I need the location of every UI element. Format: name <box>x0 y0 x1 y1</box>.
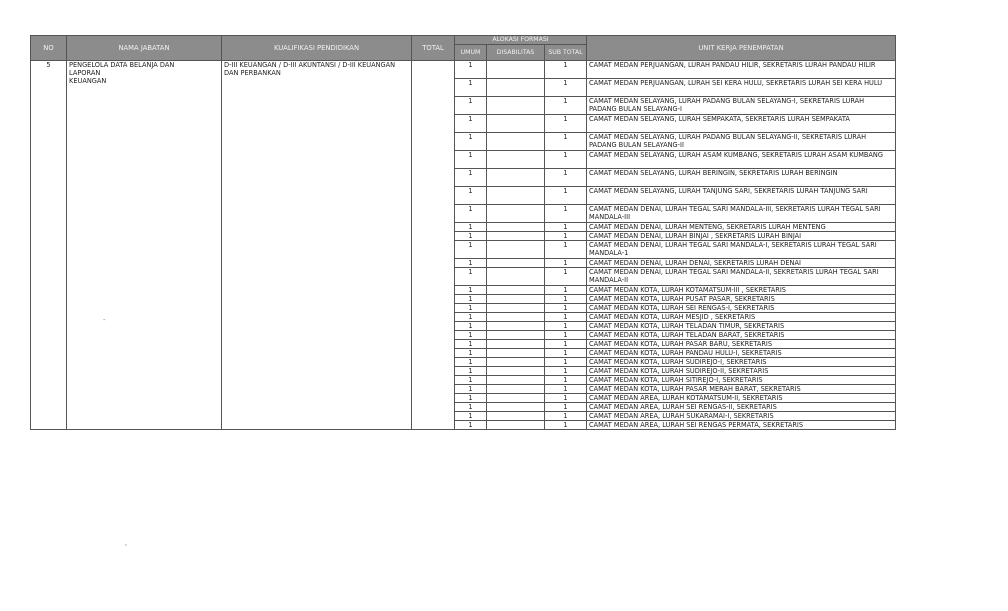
cell-disabilitas <box>487 232 545 241</box>
cell-unit-kerja: CAMAT MEDAN KOTA, LURAH SITIREJO-I, SEKRETARIS <box>587 376 896 385</box>
cell-sub-total: 1 <box>545 286 587 295</box>
cell-unit-kerja: CAMAT MEDAN SELAYANG, LURAH PADANG BULAN SELAYANG-I, SEKRETARIS LURAH PADANG BULAN SELAYANG-I <box>587 97 896 115</box>
cell-unit-kerja: CAMAT MEDAN DENAI, LURAH TEGAL SARI MANDALA-II, SEKRETARIS LURAH TEGAL SARI MANDALA-II <box>587 268 896 286</box>
cell-umum: 1 <box>455 358 487 367</box>
cell-sub-total: 1 <box>545 151 587 169</box>
cell-unit-kerja: CAMAT MEDAN KOTA, LURAH PASAR BARU, SEKRETARIS <box>587 340 896 349</box>
cell-disabilitas <box>487 322 545 331</box>
cell-sub-total: 1 <box>545 295 587 304</box>
cell-sub-total: 1 <box>545 394 587 403</box>
cell-unit-kerja: CAMAT MEDAN AREA, LURAH SEI RENGAS-II, SEKRETARIS <box>587 403 896 412</box>
cell-disabilitas <box>487 331 545 340</box>
cell-disabilitas <box>487 295 545 304</box>
cell-disabilitas <box>487 187 545 205</box>
cell-disabilitas <box>487 313 545 322</box>
header-sub-total: SUB TOTAL <box>545 45 587 61</box>
cell-umum: 1 <box>455 331 487 340</box>
cell-disabilitas <box>487 223 545 232</box>
cell-unit-kerja: CAMAT MEDAN AREA, LURAH KOTAMATSUM-II, SEKRETARIS <box>587 394 896 403</box>
table-body <box>31 61 896 430</box>
cell-disabilitas <box>487 115 545 133</box>
cell-sub-total: 1 <box>545 241 587 259</box>
cell-umum: 1 <box>455 403 487 412</box>
cell-disabilitas <box>487 385 545 394</box>
cell-unit-kerja: CAMAT MEDAN KOTA, LURAH MESJID , SEKRETARIS <box>587 313 896 322</box>
cell-disabilitas <box>487 259 545 268</box>
cell-unit-kerja: CAMAT MEDAN AREA, LURAH SUKARAMAI-I, SEKRETARIS <box>587 412 896 421</box>
cell-sub-total: 1 <box>545 322 587 331</box>
cell-unit-kerja: CAMAT MEDAN DENAI, LURAH MENTENG, SEKRETARIS LURAH MENTENG <box>587 223 896 232</box>
cell-unit-kerja: CAMAT MEDAN KOTA, LURAH SEI RENGAS-I, SEKRETARIS <box>587 304 896 313</box>
cell-disabilitas <box>487 79 545 97</box>
cell-umum: 1 <box>455 241 487 259</box>
cell-disabilitas <box>487 241 545 259</box>
cell-disabilitas <box>487 349 545 358</box>
cell-sub-total: 1 <box>545 412 587 421</box>
scan-speck-mark: - <box>103 316 106 324</box>
header-unit-kerja: UNIT KERJA PENEMPATAN <box>587 36 896 61</box>
cell-disabilitas <box>487 286 545 295</box>
cell-umum: 1 <box>455 349 487 358</box>
table-header <box>31 36 896 61</box>
cell-umum: 1 <box>455 268 487 286</box>
cell-unit-kerja: CAMAT MEDAN KOTA, LURAH SUDIREJO-I, SEKRETARIS <box>587 358 896 367</box>
cell-sub-total: 1 <box>545 376 587 385</box>
cell-unit-kerja: CAMAT MEDAN KOTA, LURAH SUDIREJO-II, SEKRETARIS <box>587 367 896 376</box>
jabatan-line: KEUANGAN <box>69 77 107 85</box>
cell-umum: 1 <box>455 169 487 187</box>
cell-umum: 1 <box>455 151 487 169</box>
cell-umum: 1 <box>455 412 487 421</box>
scan-speck-mark: ' <box>125 543 127 551</box>
cell-unit-kerja: CAMAT MEDAN AREA, LURAH SEI RENGAS PERMATA, SEKRETARIS <box>587 421 896 430</box>
cell-disabilitas <box>487 169 545 187</box>
cell-unit-kerja: CAMAT MEDAN DENAI, LURAH DENAI, SEKRETARIS LURAH DENAI <box>587 259 896 268</box>
cell-unit-kerja: CAMAT MEDAN SELAYANG, LURAH BERINGIN, SEKRETARIS LURAH BERINGIN <box>587 169 896 187</box>
cell-disabilitas <box>487 376 545 385</box>
cell-disabilitas <box>487 421 545 430</box>
cell-unit-kerja: CAMAT MEDAN SELAYANG, LURAH TANJUNG SARI, SEKRETARIS LURAH TANJUNG SARI <box>587 187 896 205</box>
cell-disabilitas <box>487 133 545 151</box>
formation-table <box>30 35 896 430</box>
cell-umum: 1 <box>455 79 487 97</box>
cell-unit-kerja: CAMAT MEDAN SELAYANG, LURAH PADANG BULAN SELAYANG-II, SEKRETARIS LURAH PADANG BULAN SELAYANG-II <box>587 133 896 151</box>
cell-umum: 1 <box>455 295 487 304</box>
cell-umum: 1 <box>455 115 487 133</box>
cell-sub-total: 1 <box>545 169 587 187</box>
cell-sub-total: 1 <box>545 403 587 412</box>
cell-sub-total: 1 <box>545 349 587 358</box>
cell-unit-kerja: CAMAT MEDAN PERJUANGAN, LURAH SEI KERA HULU, SEKRETARIS LURAH SEI KERA HULU <box>587 79 896 97</box>
cell-disabilitas <box>487 151 545 169</box>
cell-umum: 1 <box>455 313 487 322</box>
cell-unit-kerja: CAMAT MEDAN DENAI, LURAH TEGAL SARI MANDALA-I, SEKRETARIS LURAH TEGAL SARI MANDALA-1 <box>587 241 896 259</box>
cell-disabilitas <box>487 394 545 403</box>
cell-sub-total: 1 <box>545 205 587 223</box>
cell-umum: 1 <box>455 133 487 151</box>
cell-unit-kerja: CAMAT MEDAN PERJUANGAN, LURAH PANDAU HILIR, SEKRETARIS LURAH PANDAU HILIR <box>587 61 896 79</box>
jabatan-line: PENGELOLA DATA BELANJA DAN <box>69 61 175 69</box>
cell-disabilitas <box>487 340 545 349</box>
cell-umum: 1 <box>455 232 487 241</box>
cell-sub-total: 1 <box>545 133 587 151</box>
cell-disabilitas <box>487 367 545 376</box>
entry-kualifikasi: D-III KEUANGAN / D-III AKUNTANSI / D-III KEUANGAN DAN PERBANKAN <box>222 61 412 430</box>
cell-umum: 1 <box>455 187 487 205</box>
cell-sub-total: 1 <box>545 304 587 313</box>
table-row <box>31 61 896 79</box>
entry-nama-jabatan <box>67 61 222 430</box>
cell-sub-total: 1 <box>545 367 587 376</box>
cell-umum: 1 <box>455 394 487 403</box>
cell-disabilitas <box>487 304 545 313</box>
cell-sub-total: 1 <box>545 268 587 286</box>
cell-unit-kerja: CAMAT MEDAN DENAI, LURAH BINJAI , SEKRETARIS LURAH BINJAI <box>587 232 896 241</box>
cell-sub-total: 1 <box>545 232 587 241</box>
cell-sub-total: 1 <box>545 115 587 133</box>
cell-disabilitas <box>487 412 545 421</box>
cell-disabilitas <box>487 358 545 367</box>
header-total: TOTAL <box>412 36 455 61</box>
cell-disabilitas <box>487 61 545 79</box>
header-disabilitas: DISABILITAS <box>487 45 545 61</box>
cell-disabilitas <box>487 268 545 286</box>
cell-sub-total: 1 <box>545 313 587 322</box>
cell-unit-kerja: CAMAT MEDAN KOTA, LURAH PASAR MERAH BARAT, SEKRETARIS <box>587 385 896 394</box>
cell-umum: 1 <box>455 340 487 349</box>
header-kualifikasi: KUALIFIKASI PENDIDIKAN <box>222 36 412 61</box>
header-nama-jabatan: NAMA JABATAN <box>67 36 222 61</box>
cell-sub-total: 1 <box>545 61 587 79</box>
cell-unit-kerja: CAMAT MEDAN SELAYANG, LURAH SEMPAKATA, SEKRETARIS LURAH SEMPAKATA <box>587 115 896 133</box>
entry-total <box>412 61 455 430</box>
cell-umum: 1 <box>455 385 487 394</box>
cell-umum: 1 <box>455 367 487 376</box>
cell-unit-kerja: CAMAT MEDAN KOTA, LURAH TELADAN BARAT, SEKRETARIS <box>587 331 896 340</box>
cell-sub-total: 1 <box>545 259 587 268</box>
cell-sub-total: 1 <box>545 385 587 394</box>
cell-unit-kerja: CAMAT MEDAN KOTA, LURAH KOTAMATSUM-III , SEKRETARIS <box>587 286 896 295</box>
cell-disabilitas <box>487 97 545 115</box>
cell-umum: 1 <box>455 286 487 295</box>
cell-disabilitas <box>487 403 545 412</box>
cell-unit-kerja: CAMAT MEDAN SELAYANG, LURAH ASAM KUMBANG, SEKRETARIS LURAH ASAM KUMBANG <box>587 151 896 169</box>
cell-umum: 1 <box>455 259 487 268</box>
cell-umum: 1 <box>455 61 487 79</box>
cell-sub-total: 1 <box>545 340 587 349</box>
cell-sub-total: 1 <box>545 331 587 340</box>
cell-umum: 1 <box>455 304 487 313</box>
cell-sub-total: 1 <box>545 223 587 232</box>
cell-unit-kerja: CAMAT MEDAN KOTA, LURAH TELADAN TIMUR, SEKRETARIS <box>587 322 896 331</box>
header-no: NO <box>31 36 67 61</box>
cell-sub-total: 1 <box>545 358 587 367</box>
cell-umum: 1 <box>455 97 487 115</box>
cell-umum: 1 <box>455 322 487 331</box>
cell-sub-total: 1 <box>545 421 587 430</box>
cell-unit-kerja: CAMAT MEDAN DENAI, LURAH TEGAL SARI MANDALA-III, SEKRETARIS LURAH TEGAL SARI MANDALA-III <box>587 205 896 223</box>
cell-disabilitas <box>487 205 545 223</box>
cell-umum: 1 <box>455 421 487 430</box>
cell-sub-total: 1 <box>545 187 587 205</box>
cell-umum: 1 <box>455 376 487 385</box>
cell-sub-total: 1 <box>545 97 587 115</box>
entry-no: 5 <box>31 61 67 430</box>
cell-unit-kerja: CAMAT MEDAN KOTA, LURAH PUSAT PASAR, SEKRETARIS <box>587 295 896 304</box>
header-alokasi-formasi: ALOKASI FORMASI <box>455 36 587 45</box>
cell-umum: 1 <box>455 223 487 232</box>
cell-unit-kerja: CAMAT MEDAN KOTA, LURAH PANDAU HULU-I, SEKRETARIS <box>587 349 896 358</box>
jabatan-line: LAPORAN <box>69 69 101 77</box>
header-umum: UMUM <box>455 45 487 61</box>
cell-umum: 1 <box>455 205 487 223</box>
cell-sub-total: 1 <box>545 79 587 97</box>
